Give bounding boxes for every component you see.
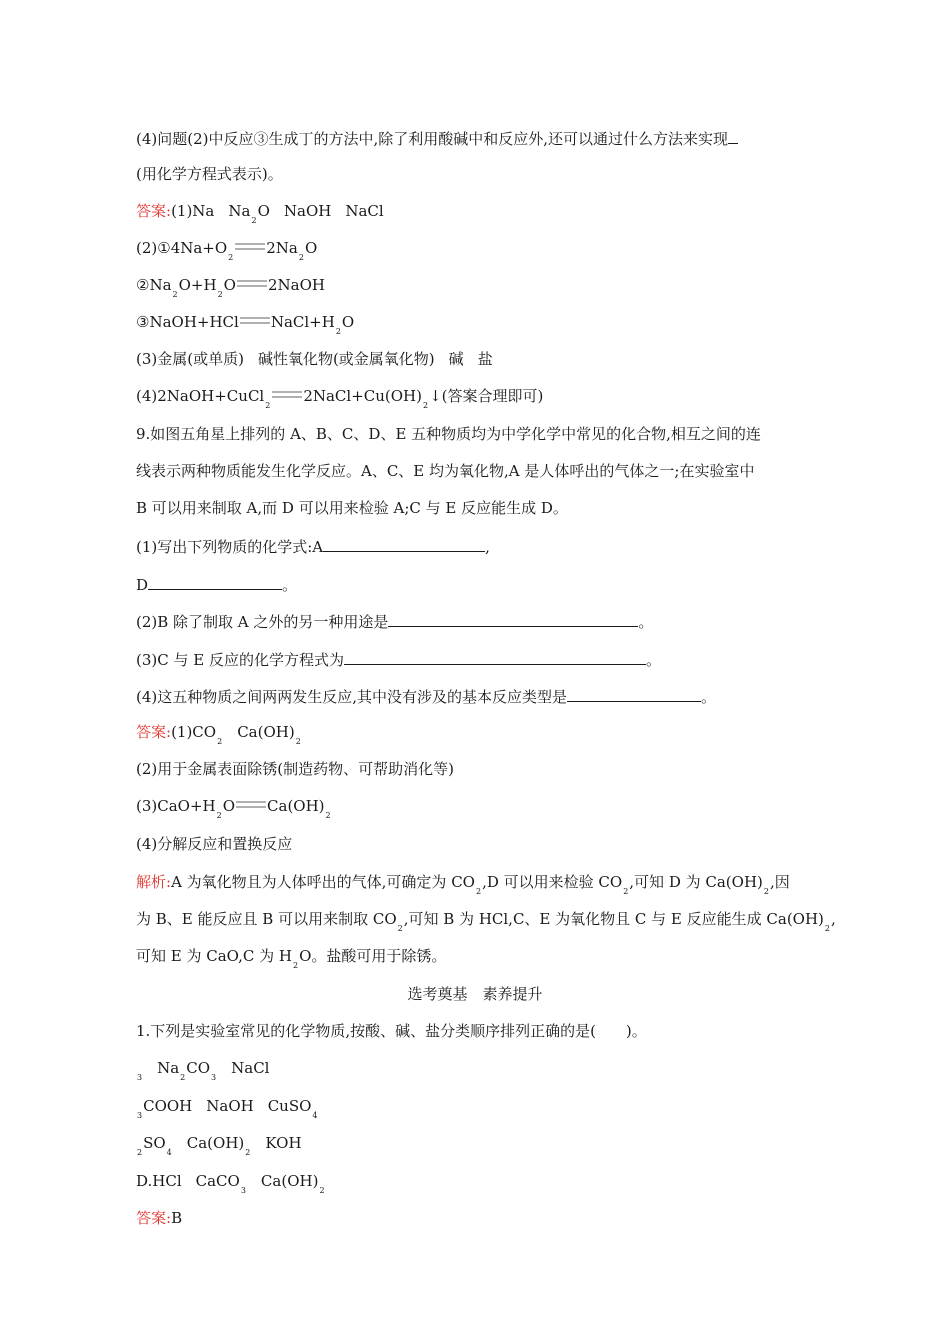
equals-sign — [237, 280, 267, 287]
answer-4: $(4)2NaOH+CuCl_22NaCl+Cu(OH)_2↓$(答案合理即可) — [136, 387, 544, 410]
answer-label: 答案: — [136, 1209, 172, 1227]
answer-blank — [344, 648, 646, 665]
section-answer-1: 答案:B — [136, 1209, 183, 1227]
question-9-line2: 线表示两种物质能发生化学反应。A、C、E 均为氧化物,A 是人体呼出的气体之一;在实验室中 — [136, 462, 755, 480]
explanation-line2: 为 B、E 能反应且 B 可以用来制取 $CO_2$,可知 B 为 HCl,C、E 为氧化物且 C 与 E 反应能生成 $Ca(OH)_2$, — [136, 910, 836, 933]
answer-3: (3)金属(或单质) 碱性氧化物(或金属氧化物) 碱 盐 — [136, 350, 493, 368]
answer-9-1: 答案$:(1)CO_2Ca(OH)_2$ — [136, 723, 301, 746]
question-9-1: (1)写出下列物质的化学式:A , — [136, 535, 490, 557]
explanation-line1: 解析:A 为氧化物且为人体呼出的气体,可确定为 $CO_2,D$ 可以用来检验 $CO_2$,可知 D 为 $Ca(OH)_2$,因 — [136, 873, 790, 896]
equals-sign — [235, 243, 265, 250]
section-question-1: 1.下列是实验室常见的化学物质,按酸、碱、盐分类顺序排列正确的是( )。 — [136, 1022, 647, 1040]
answer-2-eq2: $②Na_2O+H_2O$ 2NaOH — [136, 276, 325, 299]
answer-1: 答案:(1)Na $Na_2O$ NaOH NaCl — [136, 202, 384, 225]
option-c: $_2SO_4Ca(OH)_2KOH$ — [137, 1134, 302, 1157]
question-4-line2: (用化学方程式表示)。 — [136, 165, 283, 183]
question-4-line1: (4)问题(2)中反应③生成丁的方法中,除了利用酸碱中和反应外,还可以通过什么方法来实现 — [136, 127, 738, 149]
question-9-1-d: D 。 — [136, 573, 297, 595]
answer-blank — [388, 610, 638, 627]
question-9-2: (2)B 除了制取 A 之外的另一种用途是 。 — [136, 610, 653, 632]
answer-label: 答案: — [136, 202, 172, 220]
option-b: $_3$COOH NaOH CuSO$_4$ — [137, 1097, 318, 1120]
answer-9-2: (2)用于金属表面除锈(制造药物、可帮助消化等) — [136, 760, 454, 778]
answer-2-eq3: ③NaOH+HCl $NaCl+H_2O$ — [136, 313, 355, 336]
option-d: D.HCl $CaCO_3Ca(OH)_2$ — [136, 1172, 325, 1195]
equals-sign — [236, 801, 266, 808]
question-9-4: (4)这五种物质之间两两发生反应,其中没有涉及的基本反应类型是 。 — [136, 685, 716, 707]
answer-blank — [148, 573, 282, 590]
explanation-line3: 可知 E 为 CaO,C 为 $H_2O$。盐酸可用于除锈。 — [136, 947, 447, 970]
answer-blank — [567, 685, 701, 702]
question-9-line1: 9.如图五角星上排列的 A、B、C、D、E 五种物质均为中学化学中常见的化合物,相互之间的连 — [136, 425, 761, 443]
equals-sign — [240, 317, 270, 324]
answer-9-4: (4)分解反应和置换反应 — [136, 835, 293, 853]
answer-2-eq1: $(2)①4Na+O_22Na_2O$ — [136, 239, 318, 262]
answer-9-3: $(3)CaO+H_2O$ $Ca(OH)_2$ — [136, 797, 331, 820]
equals-sign — [272, 391, 302, 398]
section-title: 选考奠基 素养提升 — [407, 985, 543, 1003]
answer-blank — [728, 127, 738, 144]
answer-blank — [323, 535, 485, 552]
option-a: $_3Na_2CO_3NaCl$ — [137, 1059, 270, 1082]
question-9-line3: B 可以用来制取 A,而 D 可以用来检验 A;C 与 E 反应能生成 D。 — [136, 499, 568, 517]
answer-label: 答案: — [136, 723, 172, 741]
question-9-3: (3)C 与 E 反应的化学方程式为 。 — [136, 648, 661, 670]
explanation-label: 解析: — [136, 873, 172, 891]
